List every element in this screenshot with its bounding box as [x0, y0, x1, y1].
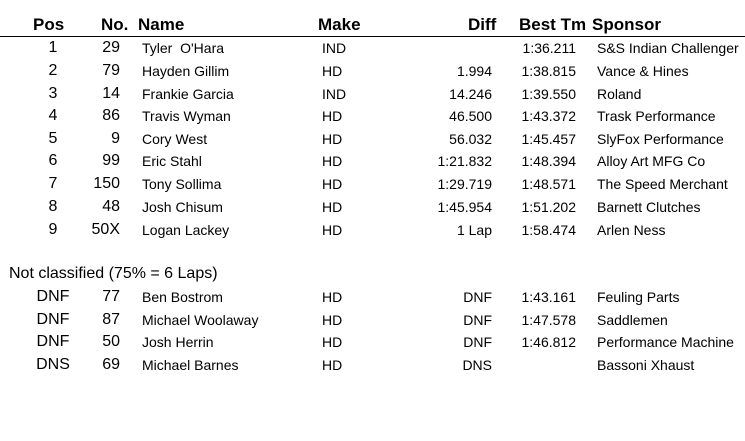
rider-number: 14 [102, 85, 120, 102]
best-time: 1:45.457 [521, 131, 576, 147]
position: 2 [48, 62, 58, 79]
rider-number: 99 [102, 152, 120, 169]
sponsor: Bassoni Xhaust [597, 357, 695, 373]
position: 1 [48, 39, 58, 56]
result-row [0, 105, 745, 127]
rider-number: 50 [102, 333, 120, 350]
rider-name: Tony Sollima [142, 176, 222, 192]
sponsor: SlyFox Performance [597, 131, 724, 147]
header-sponsor: Sponsor [592, 15, 661, 34]
rider-number: 87 [102, 311, 120, 328]
rider-number: 86 [102, 107, 120, 124]
sponsor: Alloy Art MFG Co [597, 153, 706, 169]
rider-name: Cory West [142, 131, 208, 147]
best-time: 1:47.578 [521, 312, 576, 328]
make: HD [322, 289, 343, 305]
position: DNS [36, 356, 70, 373]
diff: DNS [462, 357, 492, 373]
rider-name: Michael Barnes [142, 357, 239, 373]
make: HD [322, 199, 343, 215]
diff: 1 Lap [456, 222, 492, 238]
best-time: 1:38.815 [521, 63, 576, 79]
best-time: 1:51.202 [521, 199, 576, 215]
make: HD [322, 222, 343, 238]
position: DNF [36, 333, 70, 350]
sponsor: Saddlemen [597, 312, 668, 328]
position: DNF [36, 311, 70, 328]
make: HD [322, 131, 343, 147]
rider-number: 29 [102, 39, 120, 56]
result-row [0, 128, 745, 150]
rider-number: 150 [93, 175, 120, 192]
result-row [0, 309, 745, 331]
make: HD [322, 108, 343, 124]
rider-number: 79 [102, 62, 120, 79]
make: IND [322, 40, 347, 56]
header-make: Make [318, 15, 361, 34]
best-time: 1:43.372 [521, 108, 576, 124]
rider-number: 48 [102, 198, 120, 215]
rider-name: Eric Stahl [142, 153, 202, 169]
make: IND [322, 86, 347, 102]
rider-number: 77 [102, 288, 120, 305]
result-row [0, 196, 745, 218]
make: HD [322, 63, 343, 79]
result-row [0, 60, 745, 82]
rider-number: 9 [111, 130, 120, 147]
sponsor: Vance & Hines [597, 63, 689, 79]
sponsor: Roland [597, 86, 642, 102]
rider-name: Michael Woolaway [142, 312, 259, 328]
best-time: 1:36.211 [522, 40, 576, 56]
diff: 1.994 [456, 63, 492, 79]
rider-name: Josh Herrin [142, 334, 214, 350]
rider-name: Josh Chisum [142, 199, 223, 215]
position: 9 [48, 221, 58, 238]
make: HD [322, 357, 343, 373]
diff: 1:29.719 [437, 176, 492, 192]
diff: 1:21.832 [437, 153, 492, 169]
make: HD [322, 312, 343, 328]
best-time: 1:43.161 [521, 289, 576, 305]
position: 5 [48, 130, 58, 147]
position: 6 [48, 152, 58, 169]
header-pos: Pos [33, 15, 65, 34]
diff: DNF [463, 334, 492, 350]
rider-number: 69 [102, 356, 120, 373]
sponsor: Performance Machine [597, 334, 734, 350]
position: 8 [48, 198, 58, 215]
sponsor: Arlen Ness [597, 222, 666, 238]
rider-name: Travis Wyman [142, 108, 231, 124]
make: HD [322, 176, 343, 192]
not-classified-title: Not classified (75% = 6 Laps) [9, 265, 218, 282]
position: 4 [48, 107, 58, 124]
diff: 14.246 [449, 86, 492, 102]
position: 3 [48, 85, 58, 102]
result-row [0, 83, 745, 105]
result-row [0, 354, 745, 376]
result-row [0, 219, 745, 241]
result-row [0, 331, 745, 353]
rider-name: Ben Bostrom [142, 289, 223, 305]
rider-name: Logan Lackey [142, 222, 230, 238]
result-row [0, 286, 745, 308]
best-time: 1:48.571 [521, 176, 576, 192]
best-time: 1:46.812 [521, 334, 576, 350]
header-best-time: Best Tm [519, 15, 587, 34]
sponsor: Barnett Clutches [597, 199, 701, 215]
diff: 46.500 [449, 108, 492, 124]
result-row [0, 150, 745, 172]
sponsor: Trask Performance [597, 108, 716, 124]
diff: 1:45.954 [437, 199, 492, 215]
header-diff: Diff [468, 15, 497, 34]
header-name: Name [138, 15, 185, 34]
position: DNF [36, 288, 70, 305]
position: 7 [48, 175, 58, 192]
rider-number: 50X [91, 221, 120, 238]
make: HD [322, 334, 343, 350]
sponsor: S&S Indian Challenger [597, 40, 739, 56]
diff: 56.032 [449, 131, 492, 147]
diff: DNF [463, 289, 492, 305]
best-time: 1:58.474 [521, 222, 576, 238]
rider-name: Hayden Gillim [142, 63, 230, 79]
rider-name: Tyler O'Hara [142, 40, 225, 56]
make: HD [322, 153, 343, 169]
best-time: 1:48.394 [521, 153, 576, 169]
sponsor: The Speed Merchant [597, 176, 728, 192]
sponsor: Feuling Parts [597, 289, 680, 305]
header-no: No. [101, 15, 129, 34]
diff: DNF [463, 312, 492, 328]
result-row [0, 37, 745, 59]
best-time: 1:39.550 [521, 86, 576, 102]
rider-name: Frankie Garcia [142, 86, 234, 102]
result-row [0, 173, 745, 195]
